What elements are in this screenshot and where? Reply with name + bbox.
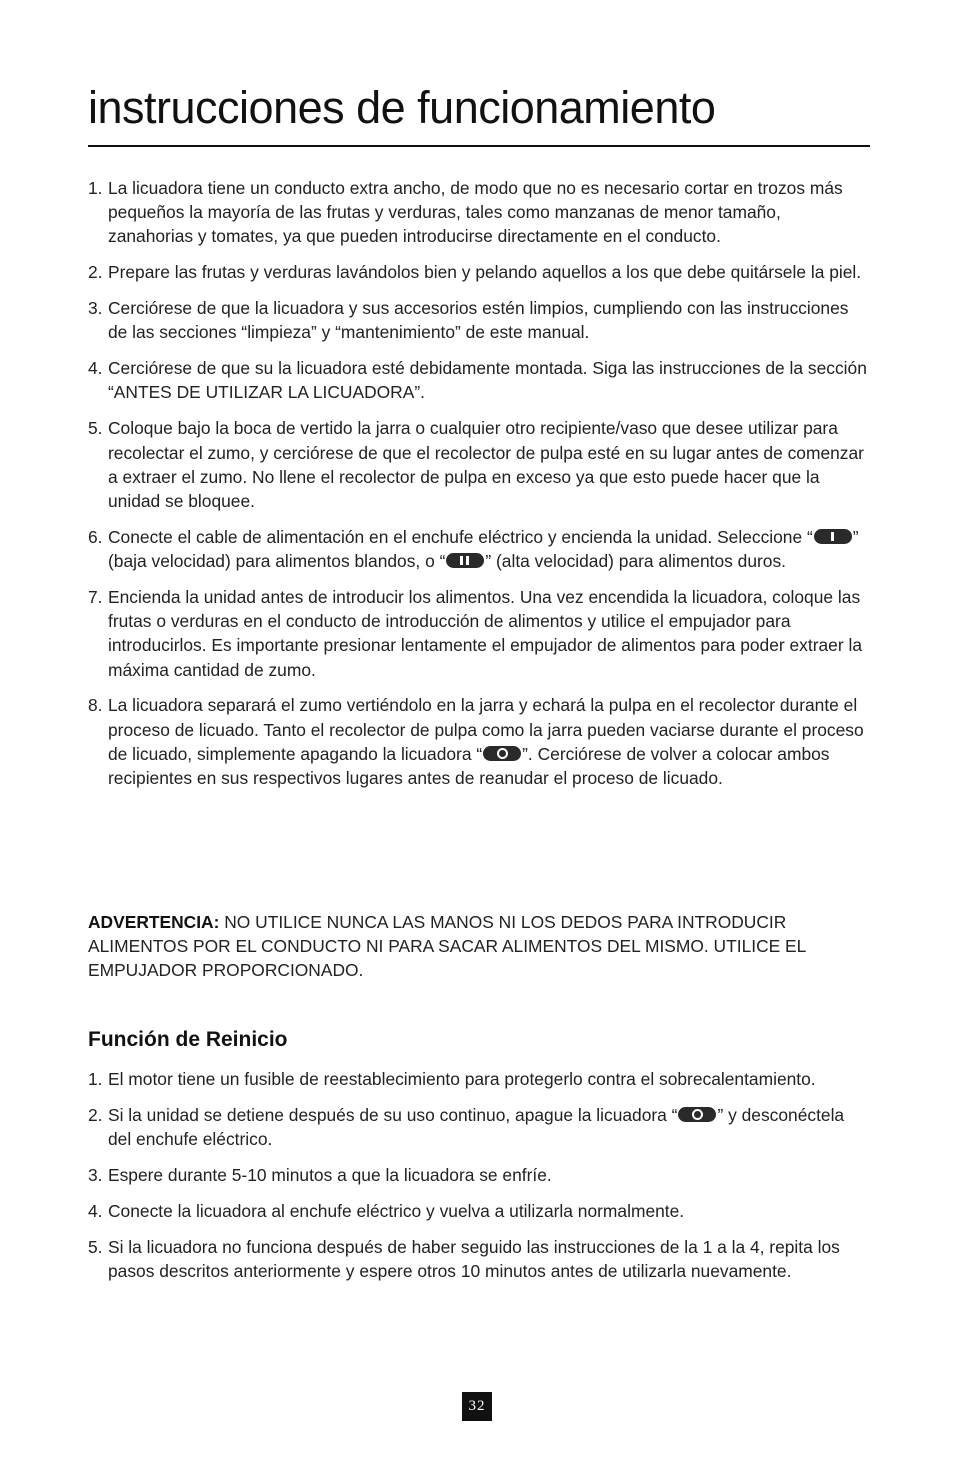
step-text: La licuadora tiene un conducto extra ancho, de modo que no es necesario cortar en trozos más pequeños la mayoría de las frutas y verduras, tales como manzanas de menor tamaño, zanahorias y tomates, ya que pueden introducirse directamente en el conducto. (108, 178, 843, 247)
step-number: 2. (88, 262, 103, 283)
step-text: Espere durante 5-10 minutos a que la licuadora se enfríe. (108, 1164, 552, 1185)
step-text: La licuadora separará el zumo vertiéndolo en la jarra y echará la pulpa en el recolector durante el proceso de licuado. Tanto el recolector de pulpa como la jarra pueden vaciarse durante el proceso de licuado, simplemente apagando la licuadora “ (108, 695, 864, 764)
step-number: 3. (88, 1164, 103, 1185)
step-text: Si la unidad se detiene después de su uso continuo, apague la licuadora “ (108, 1104, 678, 1125)
list-item (88, 1199, 870, 1223)
step-number: 1. (88, 1069, 103, 1089)
high-speed-icon (446, 553, 484, 568)
step-text: Prepare las frutas y verduras lavándolos bien y pelando aquellos a los que debe quitársele la piel. (108, 262, 862, 283)
step-text: Cerciórese de que su la licuadora esté debidamente montada. Siga las instrucciones de la sección “ANTES DE UTILIZAR LA LICUADORA”. (108, 358, 867, 403)
warning-paragraph (88, 910, 870, 983)
page-title: instrucciones de funcionamiento (88, 82, 716, 133)
step-text: Coloque bajo la boca de vertido la jarra o cualquier otro recipiente/vaso que desee utilizar para recolectar el zumo, y cerciórese de que el recolector de pulpa esté en su lugar antes de comenzar a extraer el zumo. No llene el recolector de pulpa en exceso ya que esto puede hacer que la unidad se bloquee. (108, 418, 864, 511)
list-item (88, 416, 870, 513)
list-item (88, 693, 870, 790)
list-item (88, 176, 870, 249)
reset-steps-list (88, 1067, 870, 1295)
title-divider (88, 145, 870, 147)
low-speed-icon (814, 529, 852, 544)
step-number: 2. (88, 1104, 103, 1125)
step-number: 7. (88, 586, 103, 607)
list-item (88, 525, 870, 573)
step-number: 6. (88, 526, 103, 547)
step-text: Conecte la licuadora al enchufe eléctrico y vuelva a utilizarla normalmente. (108, 1200, 685, 1221)
step-text: El motor tiene un fusible de reestablecimiento para protegerlo contra el sobrecalentamiento. (108, 1069, 816, 1089)
list-item (88, 1067, 870, 1091)
step-text: ” (baja velocidad) para alimentos blandos, o “ (108, 526, 859, 572)
list-item (88, 260, 870, 284)
warning-label: ADVERTENCIA: (88, 912, 220, 932)
page-number: 32 (462, 1392, 492, 1421)
step-text: Si la licuadora no funciona después de haber seguido las instrucciones de la 1 a la 4, repita los pasos descritos anteriormente y espere otros 10 minutos antes de utilizarla nuevamente. (108, 1236, 840, 1281)
step-text: Encienda la unidad antes de introducir los alimentos. Una vez encendida la licuadora, coloque las frutas o verduras en el conducto de introducción de alimentos y utilice el empujador para introducirlos. Es importante presionar lentamente el empujador de alimentos para poder extraer la máxima cantidad de zumo. (108, 586, 862, 680)
list-item (88, 296, 870, 344)
off-icon (678, 1107, 716, 1122)
step-number: 4. (88, 1200, 103, 1221)
list-item (88, 1103, 870, 1151)
step-number: 3. (88, 298, 103, 319)
step-text: ” y desconéctela del enchufe eléctrico. (108, 1104, 845, 1150)
list-item (88, 1163, 870, 1187)
list-item (88, 585, 870, 682)
step-number: 5. (88, 1236, 103, 1257)
section-heading: Función de Reinicio (88, 1028, 288, 1051)
step-number: 5. (88, 418, 103, 439)
step-text: Cerciórese de que la licuadora y sus accesorios estén limpios, cumpliendo con las instrucciones de las secciones “limpieza” y “mantenimiento” de este manual. (108, 298, 849, 343)
operating-steps-list (88, 176, 870, 802)
step-number: 8. (88, 695, 103, 716)
warning-text: NO UTILICE NUNCA LAS MANOS NI LOS DEDOS PARA INTRODUCIR ALIMENTOS POR EL CONDUCTO NI PARA SACAR ALIMENTOS DEL MISMO. UTILICE EL EMPUJADOR PROPORCIONADO. (88, 912, 806, 981)
list-item (88, 1235, 870, 1283)
step-text: ” (alta velocidad) para alimentos duros. (485, 551, 787, 572)
step-number: 4. (88, 358, 103, 379)
list-item (88, 356, 870, 404)
step-text: Conecte el cable de alimentación en el enchufe eléctrico y encienda la unidad. Seleccione “ (108, 526, 813, 547)
step-text: ”. Cerciórese de volver a colocar ambos recipientes en sus respectivos lugares antes de reanudar el proceso de licuado. (108, 743, 830, 789)
off-icon (483, 746, 521, 761)
step-number: 1. (88, 178, 103, 198)
